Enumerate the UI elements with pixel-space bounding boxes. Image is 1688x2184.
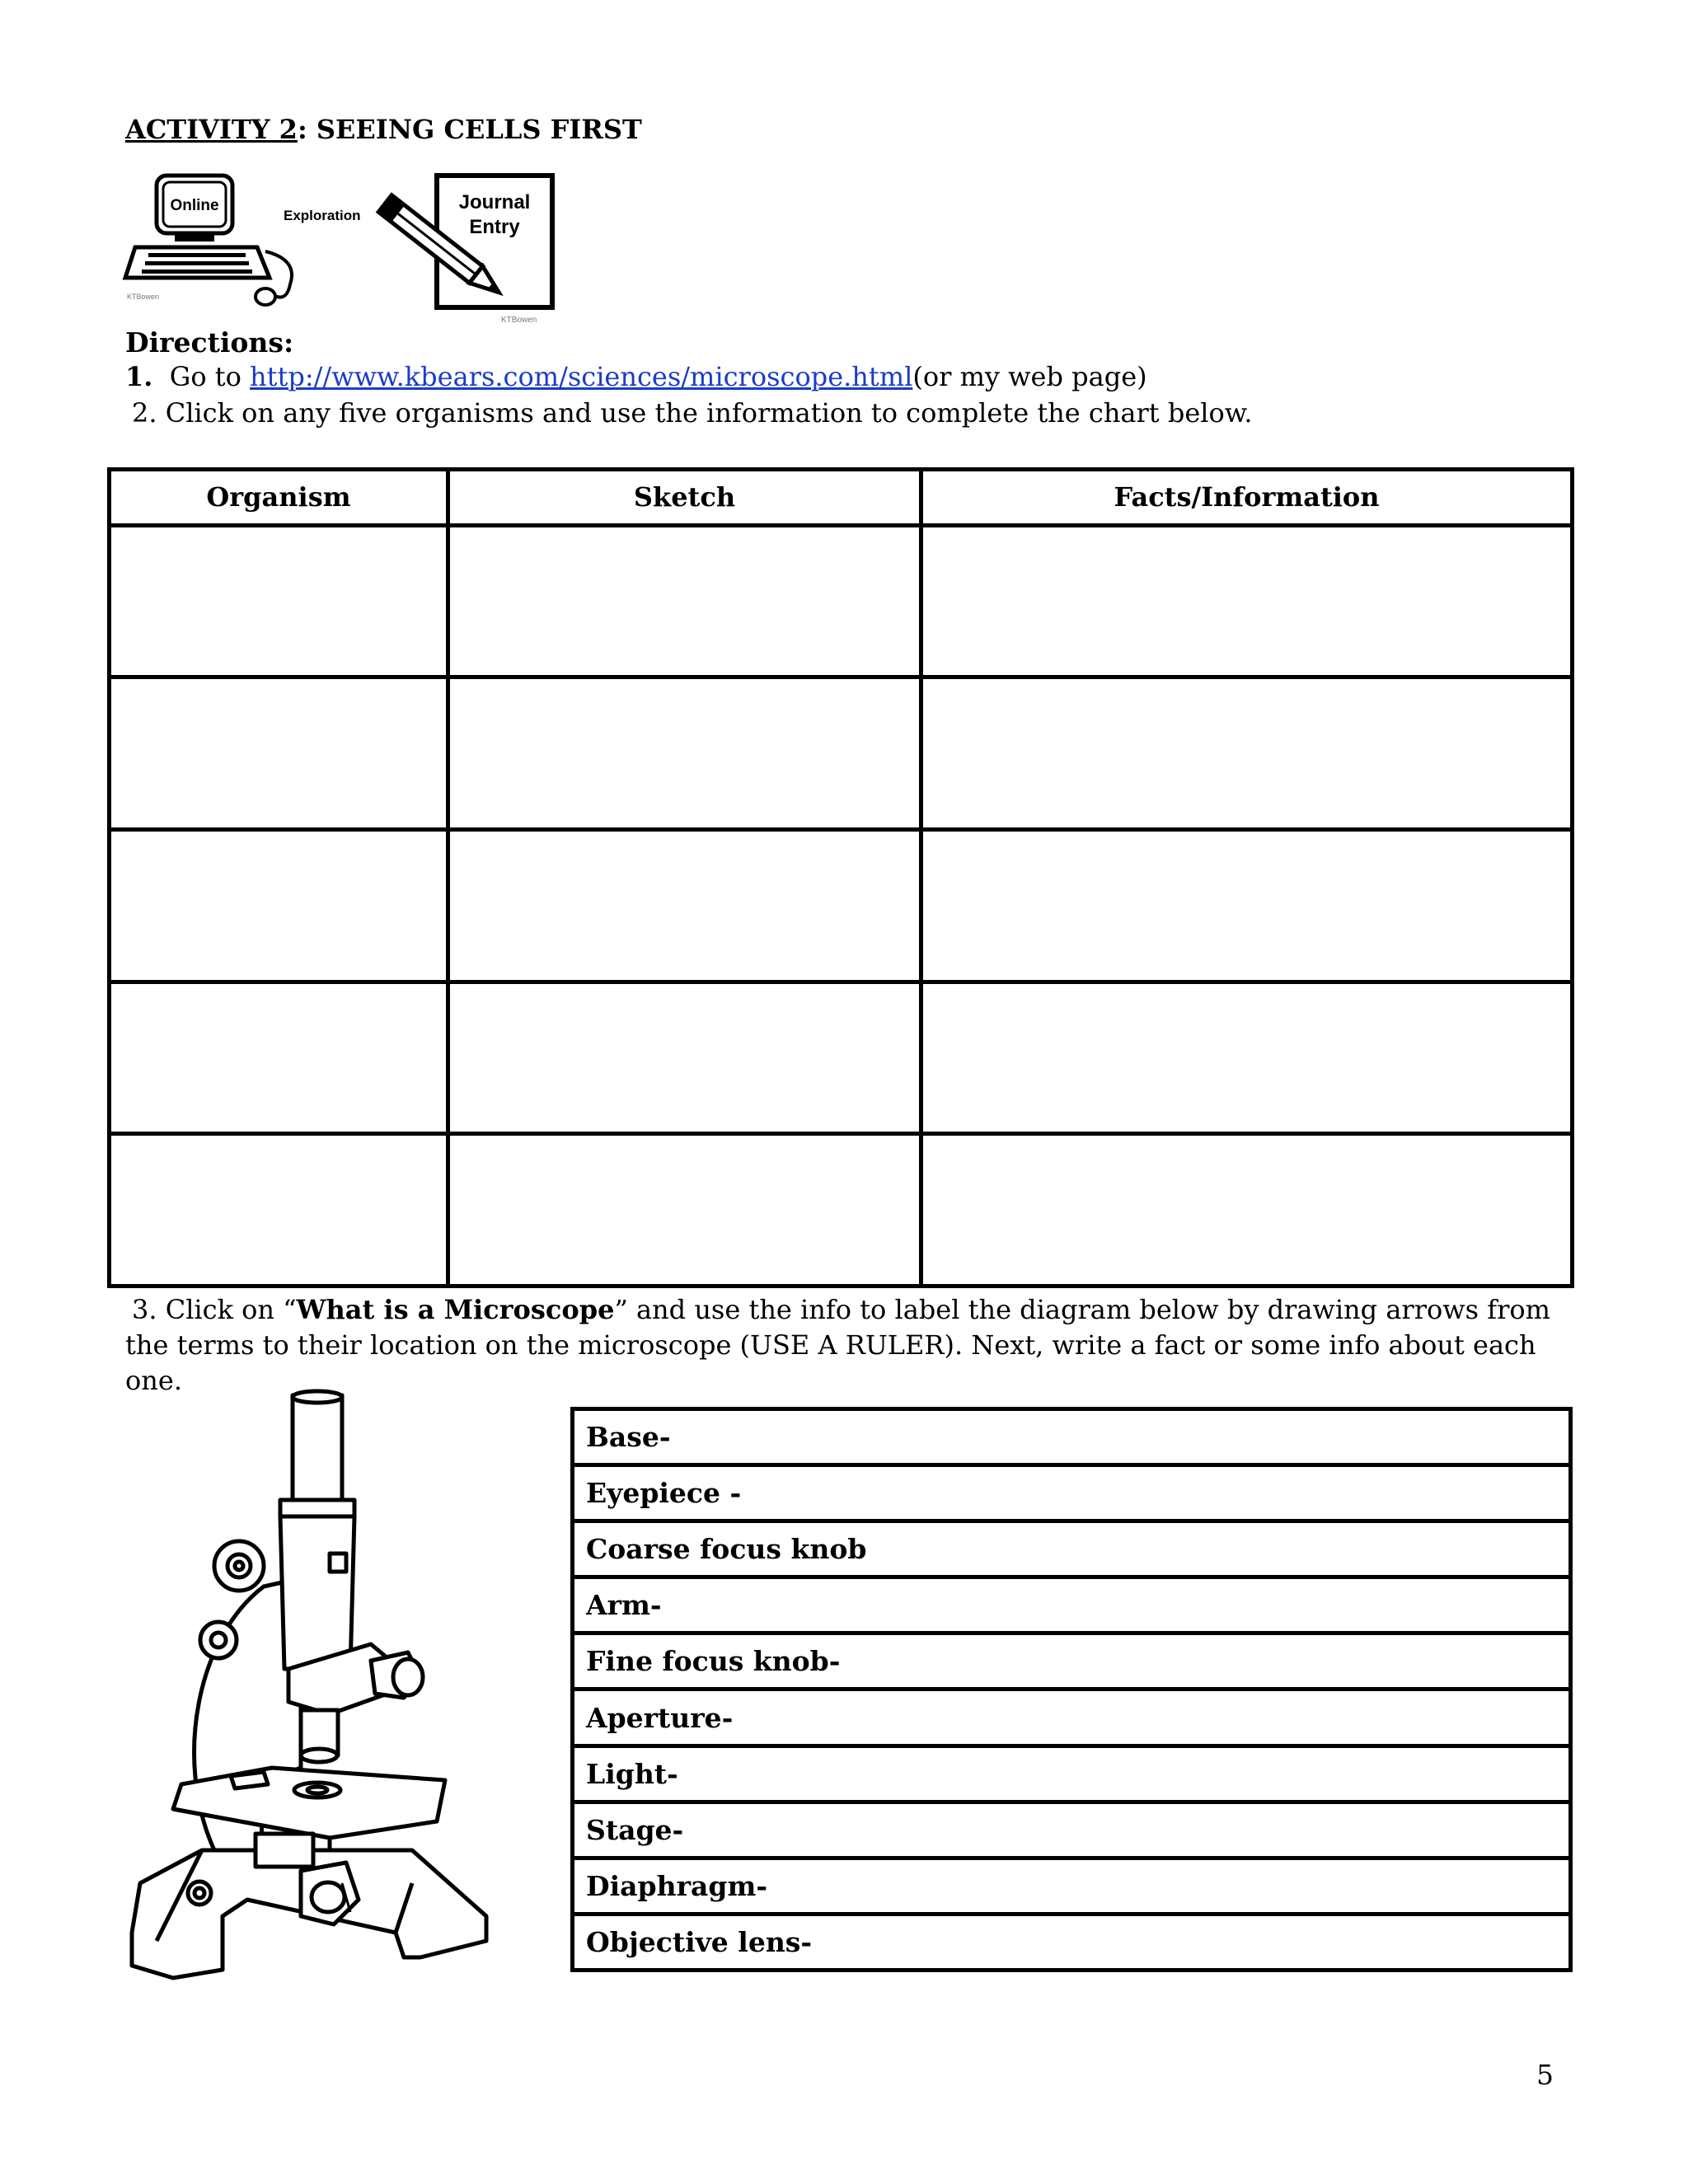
term-eyepiece[interactable]: Eyepiece - [573,1465,1571,1521]
page-number: 5 [1536,2059,1554,2091]
organism-cell[interactable] [110,525,448,677]
term-objective-lens[interactable]: Objective lens- [573,1914,1571,1970]
step-3-bold: What is a Microscope [296,1294,615,1325]
organism-cell[interactable] [110,982,448,1134]
microscope-diagram [124,1389,495,1982]
sketch-cell[interactable] [448,982,921,1134]
facts-cell[interactable] [921,677,1573,830]
header-facts: Facts/Information [921,470,1573,526]
sketch-cell[interactable] [448,1134,921,1286]
activity-title: : SEEING CELLS FIRST [297,114,642,145]
term-stage[interactable]: Stage- [573,1802,1571,1858]
organism-cell[interactable] [110,677,448,830]
step-1-after: (or my web page) [912,361,1147,392]
term-light[interactable]: Light- [573,1746,1571,1802]
exploration-icon-label: Exploration [284,208,361,223]
facts-cell[interactable] [921,982,1573,1134]
header-sketch: Sketch [448,470,921,526]
entry-icon-label: Entry [469,216,520,238]
table-row [110,982,1573,1134]
organism-cell[interactable] [110,829,448,982]
directions-label: Directions: [125,326,294,359]
table-row [110,525,1573,677]
step-3-start: 3. Click on “ [132,1294,297,1325]
microscope-site-link[interactable]: http://www.kbears.com/sciences/microscope.html [250,361,913,392]
online-icon-label: Online [170,197,219,214]
table-row [110,829,1573,982]
term-aperture[interactable]: Aperture- [573,1690,1571,1746]
sketch-cell[interactable] [448,829,921,982]
organism-cell[interactable] [110,1134,448,1286]
table-row [110,1134,1573,1286]
activity-heading [125,114,642,145]
journal-entry-pencil-icon [371,169,560,326]
table-row [110,677,1573,830]
term-diaphragm[interactable]: Diaphragm- [573,1858,1571,1914]
sketch-cell[interactable] [448,525,921,677]
online-icon-credit: KTBowen [127,293,160,301]
step-1 [125,361,1147,392]
step-1-text: Go to [169,361,251,392]
term-fine-focus-knob[interactable]: Fine focus knob- [573,1633,1571,1690]
step-3-rest: ” and use the info to label the diagram below by drawing arrows from the terms to their location on the microscope (USE A RULER). Next, write a fact or some info about each one. [125,1294,1550,1396]
organism-chart-header-row [110,470,1573,526]
term-base[interactable]: Base- [573,1409,1571,1465]
organism-chart [107,467,1574,1288]
online-exploration-computer-icon [125,169,361,309]
journal-icon-label: Journal [458,191,531,213]
step-2: 2. Click on any five organisms and use the information to complete the chart below. [132,397,1253,429]
facts-cell[interactable] [921,525,1573,677]
step-3 [125,1292,1592,1399]
facts-cell[interactable] [921,1134,1573,1286]
header-organism: Organism [110,470,448,526]
journal-icon-credit: KTBowen [501,316,537,325]
sketch-cell[interactable] [448,677,921,830]
activity-number: ACTIVITY 2 [125,114,298,145]
microscope-terms-table [570,1407,1573,1972]
term-coarse-focus-knob[interactable]: Coarse focus knob [573,1521,1571,1577]
facts-cell[interactable] [921,829,1573,982]
term-arm[interactable]: Arm- [573,1577,1571,1633]
step-1-number: 1. [125,361,153,392]
